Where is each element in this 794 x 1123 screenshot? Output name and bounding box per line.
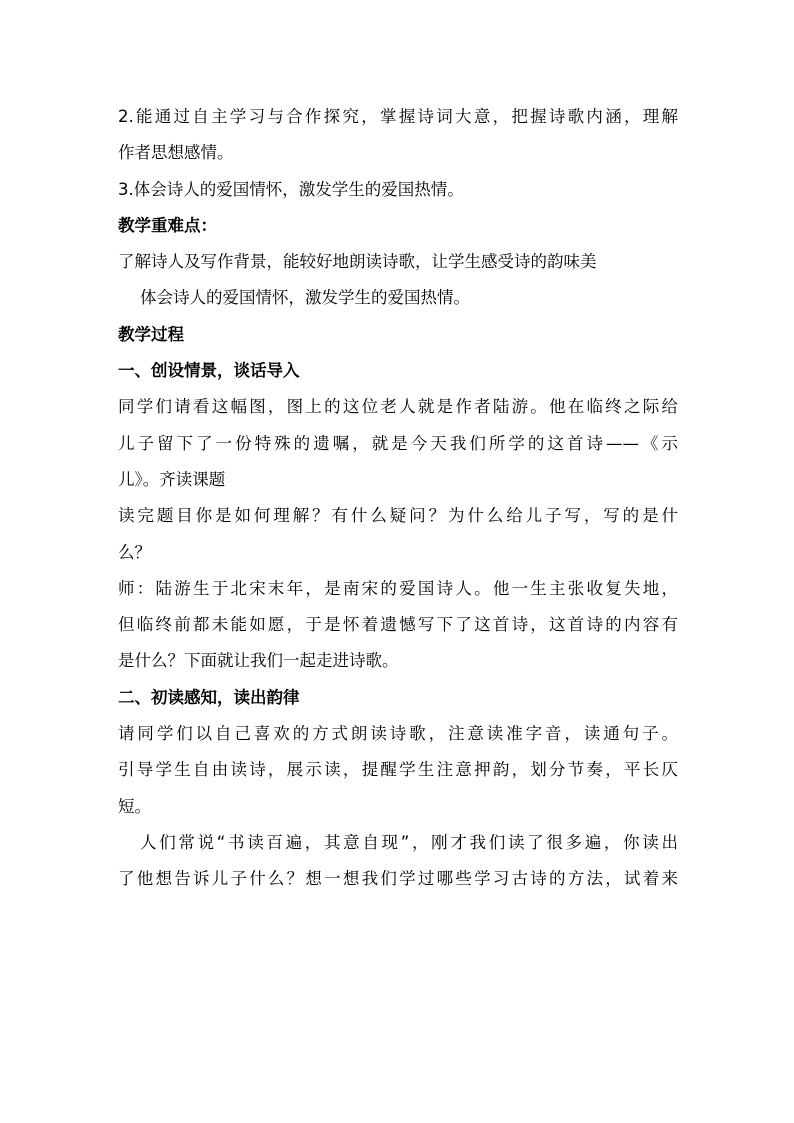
text-line: 请同学们以自己喜欢的方式朗读诗歌，注意读准字音，读通句子。 (118, 724, 678, 744)
text-line: 儿子留下了一份特殊的遗嘱，就是今天我们所学的这首诗——《示 (118, 433, 678, 453)
text-line: 3.体会诗人的爱国情怀，激发学生的爱国热情。 (118, 179, 464, 199)
text-line: 是什么？下面就让我们一起走进诗歌。 (118, 651, 399, 671)
text-line: 么？ (118, 542, 151, 562)
text-line: 短。 (118, 796, 151, 816)
text-line: 读完题目你是如何理解？有什么疑问？为什么给儿子写，写的是什 (118, 506, 678, 526)
text-line: 引导学生自由读诗，展示读，提醒学生注意押韵，划分节奏，平长仄 (118, 760, 678, 780)
section-heading: 二、初读感知，读出韵律 (118, 687, 300, 707)
text-line: 了他想告诉儿子什么？想一想我们学过哪些学习古诗的方法，试着来 (118, 869, 678, 889)
text-line: 儿》。齐读课题 (118, 469, 226, 489)
section-heading: 教学重难点： (118, 215, 217, 235)
text-line: 了解诗人及写作背景，能较好地朗读诗歌，让学生感受诗的韵味美 (118, 252, 597, 272)
text-line: 2.能通过自主学习与合作探究，掌握诗词大意，把握诗歌内涵，理解 (118, 107, 678, 126)
section-heading: 教学过程 (118, 324, 184, 344)
text-line: 体会诗人的爱国情怀，激发学生的爱国热情。 (140, 288, 470, 308)
text-line: 人们常说“书读百遍，其意自现”，刚才我们读了很多遍，你读出 (140, 832, 678, 852)
text-line: 同学们请看这幅图，图上的这位老人就是作者陆游。他在临终之际给 (118, 397, 678, 417)
section-heading: 一、创设情景，谈话导入 (118, 361, 300, 381)
text-line: 作者思想感情。 (118, 143, 234, 163)
text-line: 师：陆游生于北宋末年，是南宋的爱国诗人。他一生主张收复失地， (118, 578, 678, 598)
document-body (118, 104, 678, 903)
text-line: 但临终前都未能如愿，于是怀着遗憾写下了这首诗，这首诗的内容有 (118, 615, 678, 635)
